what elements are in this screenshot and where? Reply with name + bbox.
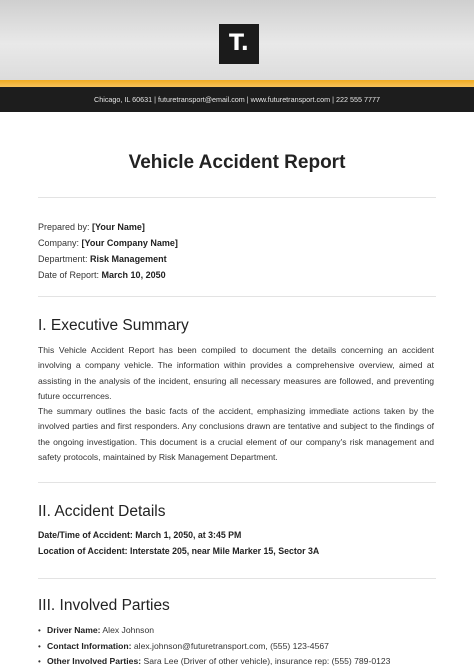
party-label: Driver Name:: [47, 625, 101, 635]
divider: [38, 296, 436, 297]
accent-stripe: [0, 80, 474, 87]
executive-summary-paragraph-2: The summary outlines the basic facts of the accident, emphasizing immediate actions taken by the involved parties and first responders. Any conclusions drawn are tentative and subject to the findings of the ongoing investigation. This document is a crucial element of our company's risk management and safety protocols, maintained by Risk Management Department.: [38, 406, 434, 462]
executive-summary-paragraph-1: This Vehicle Accident Report has been compiled to document the details concerning an accident involving a company vehicle. The information within provides a comprehensive overview, aimed at assisting in the analysis of the incident, ensuring all necessary measures are followed, and preventing future occurrences.: [38, 345, 434, 401]
party-value: Sara Lee (Driver of other vehicle), insurance rep: (555) 789-0123: [143, 656, 391, 666]
meta-value: [Your Name]: [92, 222, 145, 232]
bullet-icon: •: [38, 657, 41, 666]
meta-department: [38, 251, 178, 267]
meta-label: Date of Report:: [38, 270, 100, 280]
meta-value: Risk Management: [90, 254, 167, 264]
meta-value: March 10, 2050: [101, 270, 166, 280]
meta-prepared-by: [38, 219, 178, 235]
list-item: [38, 639, 390, 655]
accident-location: Location of Accident: Interstate 205, near Mile Marker 15, Sector 3A: [38, 546, 320, 556]
divider: [38, 197, 436, 198]
party-label: Other Involved Parties:: [47, 656, 142, 666]
document-title: Vehicle Accident Report: [128, 152, 346, 173]
party-value: Alex Johnson: [102, 625, 155, 635]
section-heading-involved-parties: III. Involved Parties: [38, 597, 170, 614]
bullet-icon: •: [38, 626, 41, 635]
list-item: [38, 654, 390, 670]
list-item: [38, 623, 390, 639]
meta-label: Company:: [38, 238, 80, 248]
accident-datetime: Date/Time of Accident: March 1, 2050, at 3:45 PM: [38, 530, 242, 540]
involved-parties-list: [38, 623, 390, 670]
meta-label: Department:: [38, 254, 88, 264]
section-heading-accident-details: II. Accident Details: [38, 503, 166, 520]
contact-bar: Chicago, IL 60631 | futuretransport@email.com | www.futuretransport.com | 222 555 7777: [0, 87, 474, 112]
bullet-icon: •: [38, 641, 41, 651]
section-heading-executive-summary: I. Executive Summary: [38, 317, 189, 334]
meta-company: [38, 235, 178, 251]
meta-label: Prepared by:: [38, 222, 90, 232]
party-value: alex.johnson@futuretransport.com, (555) 123-4567: [133, 640, 329, 651]
meta-date-of-report: [38, 267, 178, 283]
party-label: Contact Information:: [47, 640, 132, 651]
divider: [38, 578, 436, 579]
company-logo: T.: [219, 24, 259, 64]
report-metadata: [38, 219, 178, 283]
divider: [38, 482, 436, 483]
meta-value: [Your Company Name]: [81, 238, 178, 248]
